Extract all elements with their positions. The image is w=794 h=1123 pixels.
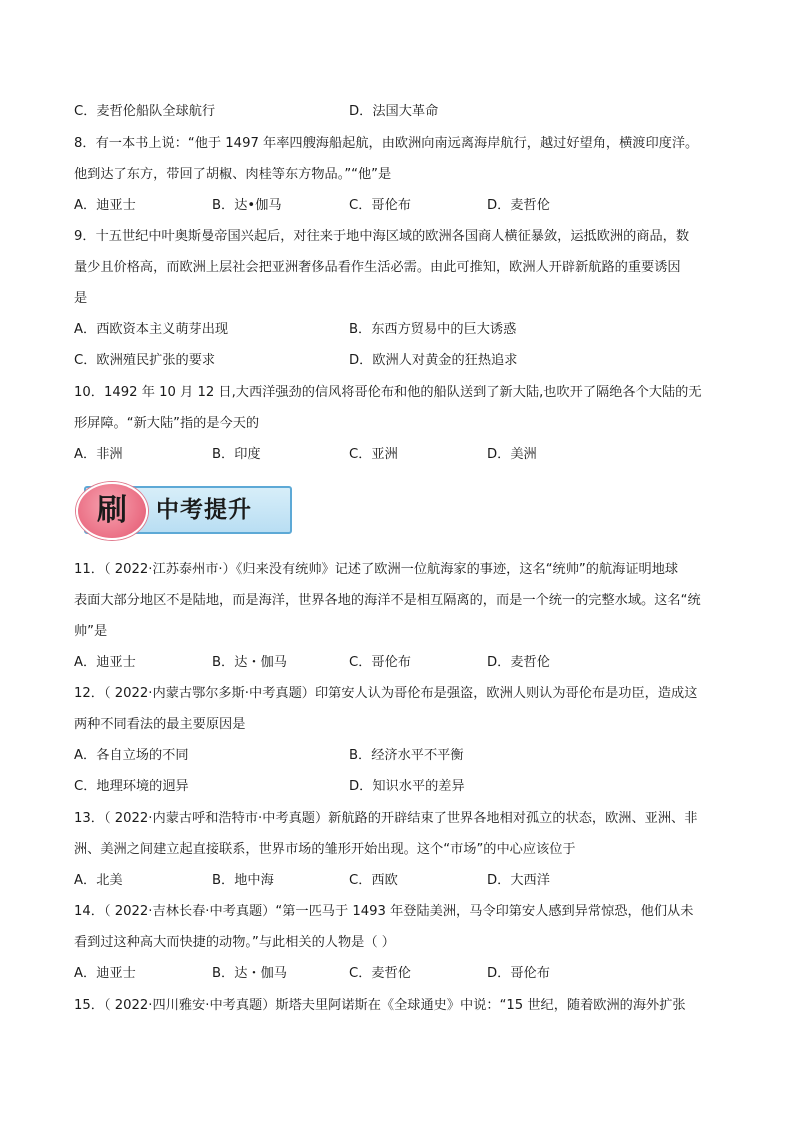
q11-stem-line-1: 11．（ 2022·江苏泰州市·）《归来没有统帅》记述了欧洲一位航海家的事迹，这名“统帅”的航海证明地球 — [74, 562, 679, 577]
q8-option-a: A．迪亚士 — [74, 198, 136, 213]
q8-options — [74, 198, 724, 214]
q7-option-d: D．法国大革命 — [349, 104, 439, 119]
q8-stem-line-2: 他到达了东方，带回了胡椒、肉桂等东方物品。”“他”是 — [74, 167, 392, 182]
q12-stem-line-1: 12．（ 2022·内蒙古鄂尔多斯·中考真题）印第安人认为哥伦布是强盗，欧洲人则认为哥伦布是功臣，造成这 — [74, 686, 698, 701]
q11-option-b: B．达・伽马 — [212, 655, 287, 670]
q9-stem-line-1: 9．十五世纪中叶奥斯曼帝国兴起后，对往来于地中海区域的欧洲各国商人横征暴敛，运抵欧洲的商品，数 — [74, 229, 690, 244]
banner-title: 中考提升 — [156, 496, 252, 523]
q10-option-c: C．亚洲 — [349, 447, 398, 462]
q9-options-row-1 — [74, 322, 724, 338]
banner-badge-char: 刷 — [97, 493, 127, 528]
q10-option-a: A．非洲 — [74, 447, 123, 462]
q10-option-d: D．美洲 — [487, 447, 537, 462]
q14-stem-line-2: 看到过这种高大而快捷的动物。”与此相关的人物是（ ） — [74, 935, 395, 950]
q9-option-b: B．东西方贸易中的巨大诱惑 — [349, 322, 517, 337]
q14-options — [74, 966, 724, 982]
q12-options-row-2 — [74, 779, 724, 795]
q14-stem-line-1: 14．（ 2022·吉林长春·中考真题）“第一匹马于 1493 年登陆美洲，马令印第安人感到异常惊恐，他们从未 — [74, 904, 694, 919]
q12-option-c: C．地理环境的迥异 — [74, 779, 189, 794]
q12-stem-line-2: 两种不同看法的最主要原因是 — [74, 717, 246, 732]
q13-option-a: A．北美 — [74, 873, 123, 888]
q12-options-row-1 — [74, 748, 724, 764]
q11-stem-line-3: 帅”是 — [74, 624, 108, 639]
q14-option-a: A．迪亚士 — [74, 966, 136, 981]
q7-option-c: C．麦哲伦船队全球航行 — [74, 104, 216, 119]
q8-option-b: B．达•伽马 — [212, 198, 282, 213]
q9-stem-line-3: 是 — [74, 291, 88, 306]
q14-option-b: B．达・伽马 — [212, 966, 287, 981]
q13-option-b: B．地中海 — [212, 873, 274, 888]
q11-option-d: D．麦哲伦 — [487, 655, 550, 670]
q13-option-c: C．西欧 — [349, 873, 398, 888]
q13-stem-line-1: 13．（ 2022·内蒙古呼和浩特市·中考真题）新航路的开辟结束了世界各地相对孤立的状态，欧洲、亚洲、非 — [74, 811, 698, 826]
q7-options — [74, 104, 724, 120]
q10-stem-line-2: 形屏障。“新大陆”指的是今天的 — [74, 416, 260, 431]
q9-option-d: D．欧洲人对黄金的狂热追求 — [349, 353, 518, 368]
q12-option-d: D．知识水平的差异 — [349, 779, 465, 794]
q11-options — [74, 655, 724, 671]
q8-option-c: C．哥伦布 — [349, 198, 411, 213]
q9-options-row-2 — [74, 353, 724, 369]
q14-option-c: C．麦哲伦 — [349, 966, 411, 981]
q9-stem-line-2: 量少且价格高，而欧洲上层社会把亚洲奢侈品看作生活必需。由此可推知，欧洲人开辟新航路的重要诱因 — [74, 260, 681, 275]
q12-option-a: A．各自立场的不同 — [74, 748, 189, 763]
q8-option-d: D．麦哲伦 — [487, 198, 550, 213]
q9-option-a: A．西欧资本主义萌芽出现 — [74, 322, 229, 337]
q10-option-b: B．印度 — [212, 447, 261, 462]
q14-option-d: D．哥伦布 — [487, 966, 550, 981]
q10-stem-line-1: 10．1492 年 10 月 12 日,大西洋强劲的信风将哥伦布和他的船队送到了新大陆,也吹开了隔绝各个大陆的无 — [74, 385, 702, 400]
q15-stem-line-1: 15．（ 2022·四川雅安·中考真题）斯塔夫里阿诺斯在《全球通史》中说：“15 世纪，随着欧洲的海外扩张 — [74, 998, 686, 1013]
q8-stem-line-1: 8．有一本书上说：“他于 1497 年率四艘海船起航，由欧洲向南远离海岸航行，越过好望角，横渡印度洋。 — [74, 136, 699, 151]
q10-options — [74, 447, 724, 463]
q13-stem-line-2: 洲、美洲之间建立起直接联系，世界市场的雏形开始出现。这个“市场”的中心应该位于 — [74, 842, 576, 857]
q13-options — [74, 873, 724, 889]
q11-option-a: A．迪亚士 — [74, 655, 136, 670]
q12-option-b: B．经济水平不平衡 — [349, 748, 464, 763]
q9-option-c: C．欧洲殖民扩张的要求 — [74, 353, 216, 368]
section-banner — [76, 482, 292, 540]
q13-option-d: D．大西洋 — [487, 873, 550, 888]
q11-stem-line-2: 表面大部分地区不是陆地，而是海洋，世界各地的海洋不是相互隔离的，而是一个统一的完整水域。这名“统 — [74, 593, 701, 608]
q11-option-c: C．哥伦布 — [349, 655, 411, 670]
